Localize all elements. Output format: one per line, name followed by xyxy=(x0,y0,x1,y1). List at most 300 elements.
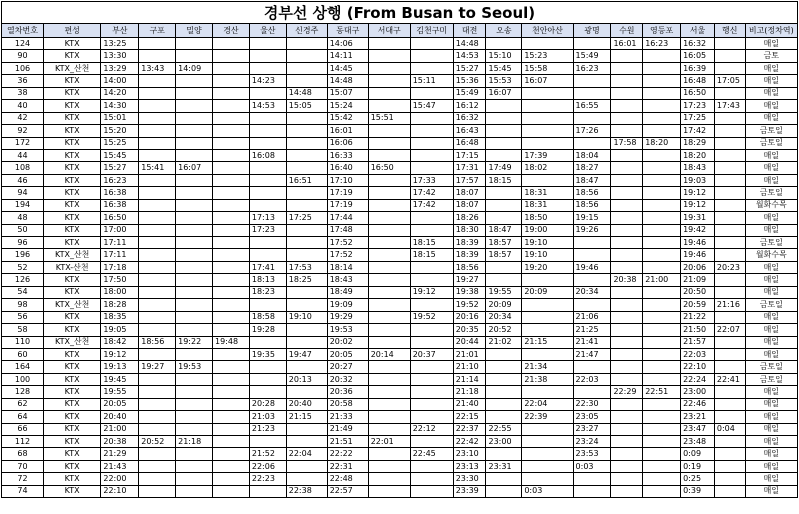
train-number-cell: 96 xyxy=(2,237,44,249)
table-row xyxy=(2,212,798,224)
time-cell xyxy=(286,112,327,124)
column-header: 열차번호 xyxy=(2,24,44,38)
time-cell: 18:43 xyxy=(681,162,715,174)
time-cell xyxy=(611,311,643,323)
time-cell xyxy=(714,112,745,124)
note-cell: 매일 xyxy=(745,460,797,472)
train-number-cell: 90 xyxy=(2,50,44,62)
time-cell xyxy=(213,62,250,74)
time-cell: 16:07 xyxy=(176,162,213,174)
time-cell: 17:49 xyxy=(486,162,522,174)
train-number-cell: 172 xyxy=(2,137,44,149)
time-cell: 17:11 xyxy=(101,249,139,261)
time-cell: 20:34 xyxy=(573,286,611,298)
time-cell xyxy=(176,187,213,199)
time-cell: 17:10 xyxy=(327,174,368,186)
train-number-cell: 40 xyxy=(2,100,44,112)
time-cell: 20:40 xyxy=(101,411,139,423)
time-cell xyxy=(139,137,176,149)
time-cell xyxy=(410,473,453,485)
time-cell xyxy=(249,361,286,373)
time-cell: 22:12 xyxy=(410,423,453,435)
train-type-cell: KTX xyxy=(44,361,101,373)
time-cell xyxy=(213,100,250,112)
time-cell xyxy=(213,162,250,174)
table-row xyxy=(2,75,798,87)
time-cell: 18:57 xyxy=(486,237,522,249)
time-cell xyxy=(714,174,745,186)
time-cell: 16:51 xyxy=(286,174,327,186)
time-cell xyxy=(643,162,681,174)
time-cell: 17:23 xyxy=(681,100,715,112)
time-cell xyxy=(176,137,213,149)
time-cell: 19:52 xyxy=(453,299,486,311)
time-cell xyxy=(139,212,176,224)
time-cell xyxy=(410,212,453,224)
time-cell: 21:51 xyxy=(327,436,368,448)
time-cell xyxy=(714,411,745,423)
table-row xyxy=(2,112,798,124)
time-cell: 22:04 xyxy=(522,398,573,410)
time-cell: 22:29 xyxy=(611,386,643,398)
time-cell xyxy=(213,38,250,50)
time-cell xyxy=(486,125,522,137)
note-cell: 매일 xyxy=(745,212,797,224)
time-cell: 20:52 xyxy=(486,324,522,336)
time-cell: 16:38 xyxy=(101,187,139,199)
time-cell xyxy=(286,286,327,298)
time-cell xyxy=(176,50,213,62)
table-row xyxy=(2,274,798,286)
time-cell: 18:07 xyxy=(453,187,486,199)
time-cell: 21:52 xyxy=(249,448,286,460)
time-cell xyxy=(176,249,213,261)
time-cell xyxy=(486,261,522,273)
time-cell: 17:43 xyxy=(714,100,745,112)
time-cell xyxy=(643,485,681,497)
time-cell xyxy=(139,50,176,62)
column-header: 편성 xyxy=(44,24,101,38)
time-cell: 18:14 xyxy=(327,261,368,273)
time-cell: 19:46 xyxy=(681,249,715,261)
time-cell: 22:23 xyxy=(249,473,286,485)
time-cell xyxy=(611,174,643,186)
time-cell xyxy=(368,473,410,485)
time-cell: 19:29 xyxy=(327,311,368,323)
time-cell xyxy=(410,373,453,385)
time-cell: 17:11 xyxy=(101,237,139,249)
time-cell: 22:31 xyxy=(327,460,368,472)
time-cell: 18:00 xyxy=(101,286,139,298)
time-cell xyxy=(714,386,745,398)
time-cell xyxy=(611,199,643,211)
train-type-cell: KTX xyxy=(44,286,101,298)
note-cell: 금토일 xyxy=(745,237,797,249)
train-number-cell: 68 xyxy=(2,448,44,460)
time-cell xyxy=(486,112,522,124)
note-cell: 금토 xyxy=(745,50,797,62)
time-cell xyxy=(611,100,643,112)
time-cell xyxy=(611,485,643,497)
time-cell: 20:16 xyxy=(453,311,486,323)
time-cell xyxy=(714,237,745,249)
table-row xyxy=(2,398,798,410)
train-number-cell: 54 xyxy=(2,286,44,298)
time-cell: 20:38 xyxy=(611,274,643,286)
time-cell: 14:48 xyxy=(453,38,486,50)
time-cell: 17:23 xyxy=(249,224,286,236)
time-cell xyxy=(522,112,573,124)
time-cell xyxy=(368,386,410,398)
time-cell xyxy=(611,460,643,472)
time-cell xyxy=(368,286,410,298)
time-cell xyxy=(714,149,745,161)
time-cell xyxy=(486,348,522,360)
time-cell: 15:45 xyxy=(101,149,139,161)
time-cell xyxy=(176,224,213,236)
time-cell xyxy=(286,50,327,62)
time-cell xyxy=(176,460,213,472)
time-cell xyxy=(176,299,213,311)
train-type-cell: KTX_산천 xyxy=(44,62,101,74)
time-cell: 18:57 xyxy=(486,249,522,261)
note-cell: 매일 xyxy=(745,100,797,112)
time-cell: 21:14 xyxy=(453,373,486,385)
time-cell xyxy=(714,249,745,261)
time-cell: 16:33 xyxy=(327,149,368,161)
time-cell xyxy=(368,261,410,273)
time-cell: 17:26 xyxy=(573,125,611,137)
train-type-cell: KTX xyxy=(44,112,101,124)
train-number-cell: 106 xyxy=(2,62,44,74)
table-row xyxy=(2,237,798,249)
time-cell: 13:29 xyxy=(101,62,139,74)
train-number-cell: 194 xyxy=(2,199,44,211)
time-cell xyxy=(643,237,681,249)
time-cell: 19:53 xyxy=(176,361,213,373)
time-cell xyxy=(368,336,410,348)
time-cell xyxy=(714,286,745,298)
time-cell xyxy=(643,100,681,112)
time-cell: 19:12 xyxy=(681,199,715,211)
time-cell: 21:38 xyxy=(522,373,573,385)
time-cell xyxy=(522,423,573,435)
time-cell xyxy=(714,361,745,373)
time-cell xyxy=(643,460,681,472)
time-cell xyxy=(611,87,643,99)
time-cell xyxy=(176,398,213,410)
time-cell xyxy=(249,38,286,50)
time-cell xyxy=(286,336,327,348)
train-number-cell: 70 xyxy=(2,460,44,472)
time-cell xyxy=(176,112,213,124)
time-cell xyxy=(611,423,643,435)
time-cell xyxy=(643,199,681,211)
time-cell xyxy=(714,187,745,199)
time-cell xyxy=(176,324,213,336)
time-cell xyxy=(611,62,643,74)
time-cell xyxy=(611,336,643,348)
time-cell xyxy=(714,448,745,460)
time-cell xyxy=(714,274,745,286)
time-cell: 14:30 xyxy=(101,100,139,112)
train-type-cell: KTX xyxy=(44,274,101,286)
time-cell xyxy=(643,311,681,323)
table-row xyxy=(2,62,798,74)
note-cell: 금토일 xyxy=(745,125,797,137)
time-cell xyxy=(573,249,611,261)
time-cell: 18:26 xyxy=(453,212,486,224)
time-cell xyxy=(176,199,213,211)
time-cell: 22:57 xyxy=(327,485,368,497)
note-cell: 월화수목 xyxy=(745,199,797,211)
train-number-cell: 36 xyxy=(2,75,44,87)
time-cell xyxy=(486,361,522,373)
time-cell: 22:03 xyxy=(573,373,611,385)
time-cell xyxy=(573,473,611,485)
time-cell: 19:52 xyxy=(410,311,453,323)
time-cell xyxy=(368,149,410,161)
time-cell xyxy=(249,373,286,385)
time-cell: 0:25 xyxy=(681,473,715,485)
note-cell: 매일 xyxy=(745,473,797,485)
time-cell: 22:37 xyxy=(453,423,486,435)
time-cell: 18:25 xyxy=(286,274,327,286)
table-row xyxy=(2,311,798,323)
time-cell: 0:39 xyxy=(681,485,715,497)
train-type-cell: KTX xyxy=(44,237,101,249)
time-cell: 17:52 xyxy=(327,249,368,261)
time-cell: 20:59 xyxy=(681,299,715,311)
time-cell: 19:20 xyxy=(522,261,573,273)
time-cell xyxy=(213,125,250,137)
time-cell xyxy=(522,38,573,50)
time-cell xyxy=(410,261,453,273)
time-cell xyxy=(249,62,286,74)
time-cell xyxy=(213,398,250,410)
time-cell xyxy=(573,237,611,249)
train-type-cell: KTX_산천 xyxy=(44,336,101,348)
time-cell xyxy=(643,261,681,273)
time-cell: 20:13 xyxy=(286,373,327,385)
time-cell xyxy=(486,485,522,497)
time-cell: 16:07 xyxy=(486,87,522,99)
time-cell xyxy=(139,398,176,410)
time-cell: 20:40 xyxy=(286,398,327,410)
time-cell xyxy=(139,373,176,385)
time-cell xyxy=(213,274,250,286)
time-cell: 18:42 xyxy=(101,336,139,348)
time-cell xyxy=(714,473,745,485)
table-row xyxy=(2,87,798,99)
time-cell: 18:02 xyxy=(522,162,573,174)
time-cell xyxy=(139,411,176,423)
time-cell: 20:37 xyxy=(410,348,453,360)
time-cell xyxy=(643,286,681,298)
time-cell: 23:48 xyxy=(681,436,715,448)
time-cell xyxy=(176,448,213,460)
time-cell: 18:50 xyxy=(522,212,573,224)
time-cell: 21:10 xyxy=(453,361,486,373)
time-cell xyxy=(643,212,681,224)
time-cell: 21:29 xyxy=(101,448,139,460)
time-cell: 19:35 xyxy=(249,348,286,360)
time-cell xyxy=(643,50,681,62)
time-cell: 17:42 xyxy=(681,125,715,137)
time-cell: 22:41 xyxy=(714,373,745,385)
time-cell: 21:03 xyxy=(249,411,286,423)
time-cell: 22:30 xyxy=(573,398,611,410)
time-cell: 23:00 xyxy=(681,386,715,398)
train-type-cell: KTX xyxy=(44,324,101,336)
time-cell: 21:18 xyxy=(176,436,213,448)
time-cell xyxy=(410,324,453,336)
time-cell: 16:32 xyxy=(681,38,715,50)
time-cell: 21:01 xyxy=(453,348,486,360)
time-cell: 15:53 xyxy=(486,75,522,87)
train-number-cell: 72 xyxy=(2,473,44,485)
time-cell: 20:44 xyxy=(453,336,486,348)
time-cell xyxy=(573,38,611,50)
note-cell: 금토일 xyxy=(745,299,797,311)
table-row xyxy=(2,137,798,149)
time-cell: 22:03 xyxy=(681,348,715,360)
time-cell xyxy=(410,137,453,149)
time-cell xyxy=(176,411,213,423)
time-cell xyxy=(714,38,745,50)
column-header: 경산 xyxy=(213,24,250,38)
time-cell: 17:19 xyxy=(327,199,368,211)
time-cell: 23:10 xyxy=(453,448,486,460)
train-type-cell: KTX xyxy=(44,75,101,87)
time-cell xyxy=(486,274,522,286)
time-cell xyxy=(643,125,681,137)
column-header: 영등포 xyxy=(643,24,681,38)
train-number-cell: 108 xyxy=(2,162,44,174)
time-cell xyxy=(139,199,176,211)
column-header: 구포 xyxy=(139,24,176,38)
time-cell: 14:53 xyxy=(453,50,486,62)
time-cell: 21:06 xyxy=(573,311,611,323)
time-cell xyxy=(643,224,681,236)
time-cell xyxy=(368,411,410,423)
time-cell xyxy=(139,149,176,161)
time-cell: 16:08 xyxy=(249,149,286,161)
time-cell: 18:13 xyxy=(249,274,286,286)
note-cell: 매일 xyxy=(745,386,797,398)
time-cell: 22:06 xyxy=(249,460,286,472)
time-cell: 21:09 xyxy=(681,274,715,286)
time-cell: 21:47 xyxy=(573,348,611,360)
time-cell: 23:00 xyxy=(486,436,522,448)
time-cell: 21:25 xyxy=(573,324,611,336)
time-cell xyxy=(410,224,453,236)
time-cell xyxy=(213,485,250,497)
time-cell xyxy=(573,386,611,398)
time-cell xyxy=(139,299,176,311)
time-cell xyxy=(213,299,250,311)
time-cell xyxy=(286,162,327,174)
time-cell: 19:55 xyxy=(486,286,522,298)
time-cell: 16:05 xyxy=(681,50,715,62)
time-cell: 14:53 xyxy=(249,100,286,112)
time-cell xyxy=(486,398,522,410)
time-cell: 23:05 xyxy=(573,411,611,423)
train-number-cell: 56 xyxy=(2,311,44,323)
time-cell xyxy=(286,75,327,87)
time-cell: 20:05 xyxy=(327,348,368,360)
timetable-table xyxy=(1,23,798,498)
time-cell xyxy=(573,361,611,373)
train-type-cell: KTX xyxy=(44,38,101,50)
time-cell: 22:10 xyxy=(681,361,715,373)
time-cell: 17:15 xyxy=(453,149,486,161)
time-cell: 20:14 xyxy=(368,348,410,360)
time-cell xyxy=(522,386,573,398)
time-cell: 15:11 xyxy=(410,75,453,87)
train-type-cell: KTX xyxy=(44,373,101,385)
time-cell xyxy=(611,324,643,336)
time-cell: 17:25 xyxy=(286,212,327,224)
time-cell xyxy=(643,473,681,485)
time-cell xyxy=(286,249,327,261)
column-header: 김천구미 xyxy=(410,24,453,38)
time-cell xyxy=(213,261,250,273)
train-number-cell: 128 xyxy=(2,386,44,398)
note-cell: 매일 xyxy=(745,286,797,298)
note-cell: 매일 xyxy=(745,324,797,336)
note-cell: 매일 xyxy=(745,336,797,348)
time-cell: 23:30 xyxy=(453,473,486,485)
time-cell xyxy=(176,373,213,385)
time-cell: 21:18 xyxy=(453,386,486,398)
time-cell xyxy=(522,274,573,286)
time-cell: 18:31 xyxy=(522,187,573,199)
time-cell xyxy=(714,436,745,448)
table-row xyxy=(2,149,798,161)
column-header: 서대구 xyxy=(368,24,410,38)
time-cell: 19:55 xyxy=(101,386,139,398)
time-cell xyxy=(611,125,643,137)
time-cell xyxy=(611,187,643,199)
time-cell: 16:23 xyxy=(101,174,139,186)
time-cell xyxy=(176,485,213,497)
column-header: 서울 xyxy=(681,24,715,38)
time-cell xyxy=(249,299,286,311)
time-cell xyxy=(486,137,522,149)
time-cell xyxy=(286,137,327,149)
time-cell xyxy=(410,411,453,423)
table-row xyxy=(2,299,798,311)
note-cell: 매일 xyxy=(745,348,797,360)
time-cell: 19:53 xyxy=(327,324,368,336)
time-cell xyxy=(643,398,681,410)
table-row xyxy=(2,361,798,373)
time-cell: 20:35 xyxy=(453,324,486,336)
time-cell: 18:35 xyxy=(101,311,139,323)
time-cell: 19:13 xyxy=(101,361,139,373)
time-cell: 23:39 xyxy=(453,485,486,497)
header-row xyxy=(2,24,798,38)
time-cell: 19:05 xyxy=(101,324,139,336)
time-cell: 14:20 xyxy=(101,87,139,99)
time-cell xyxy=(522,87,573,99)
time-cell xyxy=(486,448,522,460)
time-cell: 0:09 xyxy=(681,448,715,460)
time-cell: 0:04 xyxy=(714,423,745,435)
train-number-cell: 94 xyxy=(2,187,44,199)
time-cell xyxy=(213,199,250,211)
